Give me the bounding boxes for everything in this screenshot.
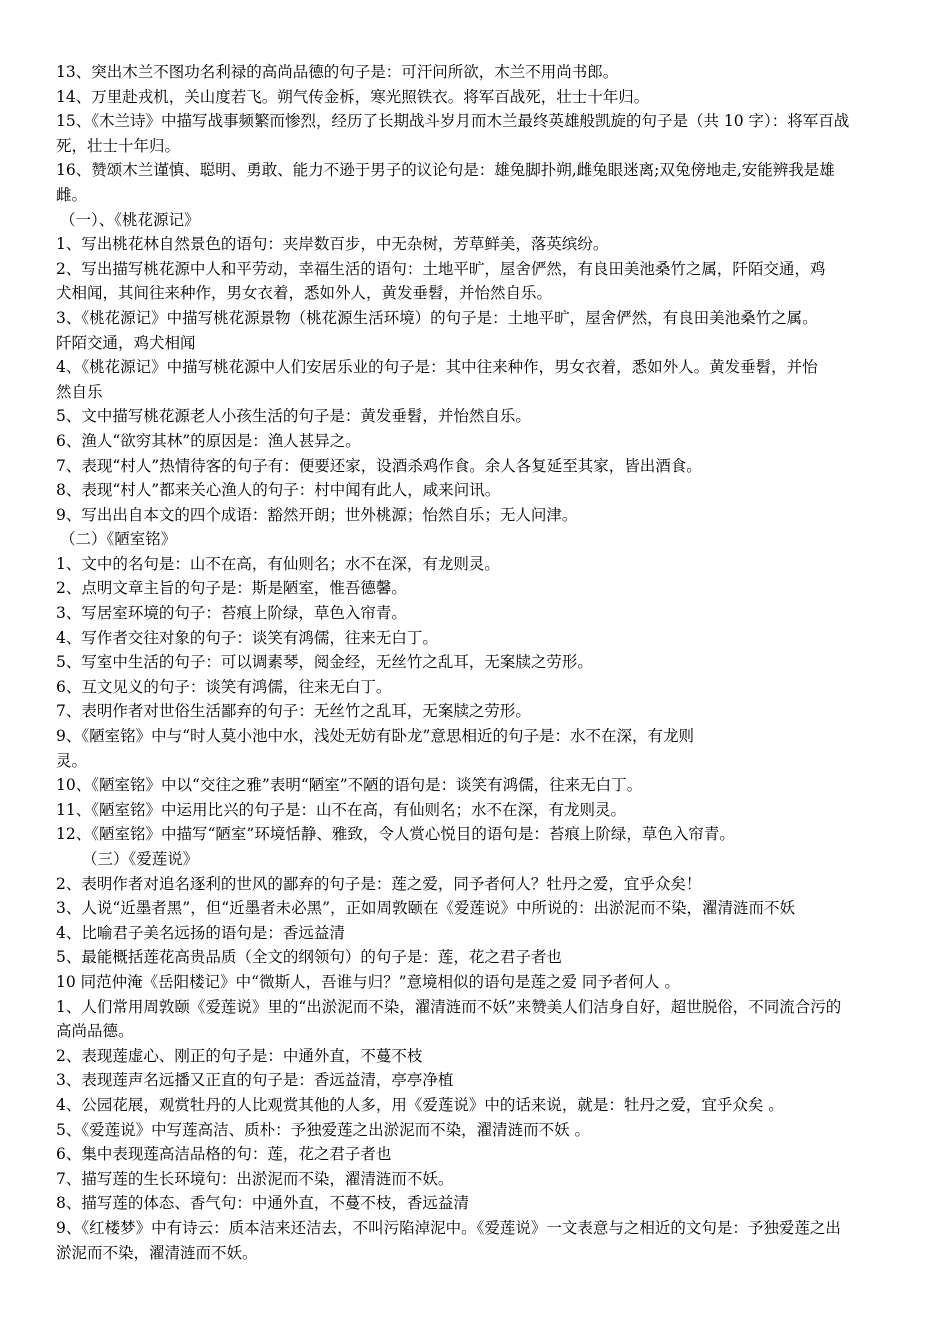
text-line: 1、文中的名句是：山不在高，有仙则名；水不在深，有龙则灵。 [56,554,500,573]
text-line: 9、《陋室铭》中与“时人莫小池中水，浅处无妨有卧龙”意思相近的句子是：水不在深，有龙则 [56,727,694,746]
text-line: 10 同范仲淹《岳阳楼记》中“微斯人，吾谁与归？”意境相似的语句是莲之爱 同予者何人 。 [56,972,680,991]
text-line: 15、《木兰诗》中描写战事频繁而惨烈，经历了长期战斗岁月而木兰最终英雄般凯旋的句子是（共 10 字）：将军百战 [56,112,850,131]
text-line: 10、《陋室铭》中以“交往之雅”表明“陋室”不陋的语句是：谈笑有鸿儒，往来无白丁。 [56,776,643,795]
text-line: 5、最能概括莲花高贵品质（全文的纲领句）的句子是：莲，花之君子者也 [56,948,562,967]
text-line: 2、点明文章主旨的句子是：斯是陋室，惟吾德馨。 [56,579,407,598]
text-line: 5、写室中生活的句子：可以调素琴，阅金经，无丝竹之乱耳，无案牍之劳形。 [56,653,593,672]
text-line: 死，壮士十年归。 [56,136,181,155]
text-line: 6、集中表现莲高洁品格的句：莲，花之君子者也 [56,1145,392,1164]
text-line: 犬相闻，其间往来种作，男女衣着，悉如外人，黄发垂髫，并怡然自乐。 [56,284,553,303]
text-line: 4、比喻君子美名远扬的语句是：香远益清 [56,923,345,942]
text-line: 7、表现“村人”热情待客的句子有：便要还家，设酒杀鸡作食。余人各复延至其家，皆出酒食。 [56,456,702,475]
text-line: 2、表明作者对追名逐利的世风的鄙弃的句子是：莲之爱，同予者何人？牡丹之爱，宜乎众矣！ [56,874,702,893]
text-line: 阡陌交通，鸡犬相闻 [56,333,196,352]
text-line: 11、《陋室铭》中运用比兴的句子是：山不在高，有仙则名；水不在深，有龙则灵。 [56,800,626,819]
text-line: 9、写出出自本文的四个成语：豁然开朗；世外桃源；怡然自乐；无人问津。 [56,505,578,524]
text-line: 高尚品德。 [56,1022,134,1041]
text-line: 3、人说“近墨者黑”，但“近墨者未必黑”，正如周敦颐在《爱莲说》中所说的：出淤泥而不染，濯清涟而不妖 [56,899,796,918]
text-line: 5、《爱莲说》中写莲高洁、质朴：予独爱莲之出淤泥而不染，濯清涟而不妖 。 [56,1120,591,1139]
section-heading: （一）、《桃花源记》 [60,210,200,229]
text-line: 灵。 [56,751,88,770]
section-heading: （二）《陋室铭》 [60,530,177,549]
text-line: 1、写出桃花林自然景色的语句：夹岸数百步，中无杂树，芳草鲜美，落英缤纷。 [56,235,609,254]
text-line: 4、公园花展，观赏牡丹的人比观赏其他的人多，用《爱莲说》中的话来说，就是：牡丹之爱，宜乎众矣 。 [56,1095,784,1114]
text-line: 12、《陋室铭》中描写“陋室”环境恬静、雅致，令人赏心悦目的语句是：苔痕上阶绿，草色入帘青。 [56,825,735,844]
text-line: 6、互文见义的句子：谈笑有鸿儒，往来无白丁。 [56,677,392,696]
text-line: 3、《桃花源记》中描写桃花源景物（桃花源生活环境）的句子是：土地平旷，屋舍俨然，有良田美池桑竹之属。 [56,308,818,327]
text-line: 5、文中描写桃花源老人小孩生活的句子是：黄发垂髫，并怡然自乐。 [56,407,531,426]
text-line: 9、《红楼梦》中有诗云：质本洁来还洁去，不叫污陷淖泥中。《爱莲说》一文表意与之相近的文句是：予独爱莲之出 [56,1218,841,1237]
text-line: 4、写作者交往对象的句子：谈笑有鸿儒，往来无白丁。 [56,628,438,647]
text-line: 8、表现“村人”都来关心渔人的句子：村中闻有此人，咸来问讯。 [56,481,501,500]
text-line: 7、表明作者对世俗生活鄙弃的句子：无丝竹之乱耳，无案牍之劳形。 [56,702,531,721]
text-line: 雌。 [56,185,88,204]
text-line: 淤泥而不染，濯清涟而不妖。 [56,1243,258,1262]
section-heading: （三）《爱莲说》 [82,850,199,868]
text-line: 1、人们常用周敦颐《爱莲说》里的“出淤泥而不染，濯清涟而不妖”来赞美人们洁身自好，超世脱俗，不同流合污的 [56,997,842,1016]
text-line: 2、写出描写桃花源中人和平劳动，幸福生活的语句：土地平旷，屋舍俨然，有良田美池桑竹之属，阡陌交通，鸡 [56,259,826,278]
text-line: 4、《桃花源记》中描写桃花源中人们安居乐业的句子是：其中往来种作，男女衣着，悉如外人。黄发垂髫，并怡 [56,358,818,377]
text-line: 3、表现莲声名远播又正直的句子是：香远益清，亭亭净植 [56,1071,454,1090]
text-line: 13、突出木兰不图功名利禄的高尚品德的句子是：可汗问所欲，木兰不用尚书郎。 [56,63,619,81]
text-line: 8、描写莲的体态、香气句：中通外直，不蔓不枝，香远益清 [56,1194,469,1213]
text-line: 7、描写莲的生长环境句：出淤泥而不染，濯清涟而不妖。 [56,1169,454,1188]
text-line: 14、万里赴戎机，关山度若飞。朔气传金柝，寒光照铁衣。将军百战死，壮士十年归。 [56,87,650,106]
text-line: 3、写居室环境的句子：苔痕上阶绿，草色入帘青。 [56,604,407,623]
text-line: 2、表现莲虚心、刚正的句子是：中通外直，不蔓不枝 [56,1046,423,1065]
text-line: 然自乐 [56,382,103,401]
text-line: 16、赞颂木兰谨慎、聪明、勇敢、能力不逊于男子的议论句是：雄兔脚扑朔,雌兔眼迷离;双兔傍地走,安能辨我是雄 [56,161,835,180]
text-line: 6、渔人“欲穷其林”的原因是：渔人甚异之。 [56,431,361,450]
